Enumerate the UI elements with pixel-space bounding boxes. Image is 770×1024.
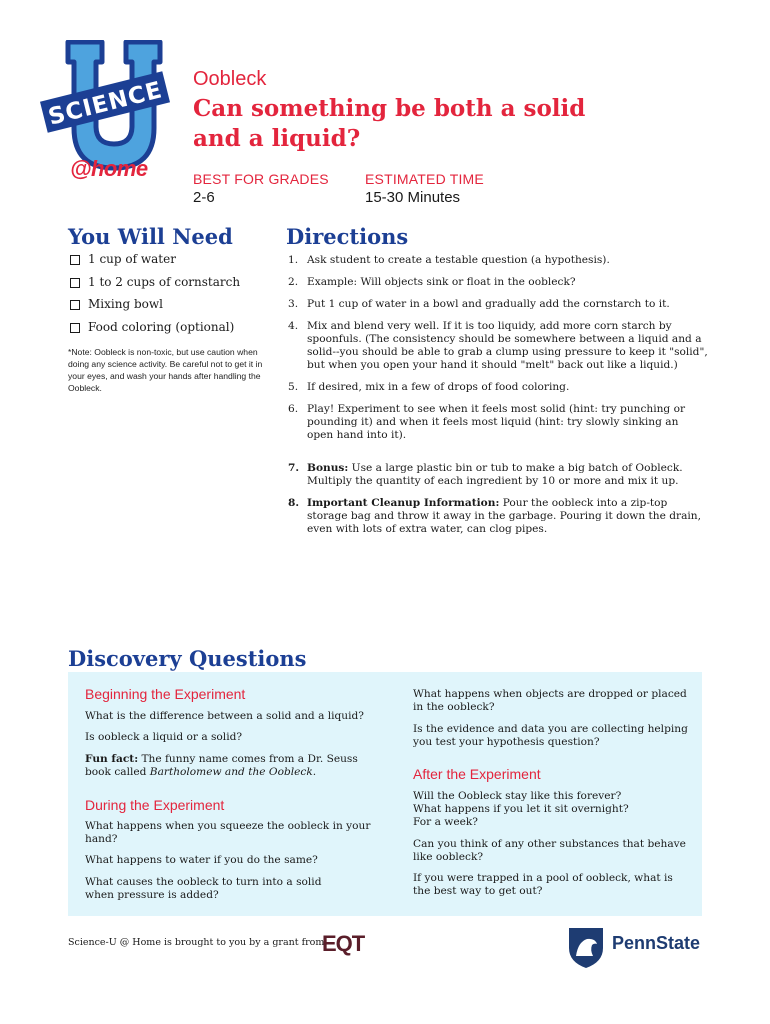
safety-note: *Note: Oobleck is non-toxic, but use caution when doing any science activity. Be careful not to get it in your eyes, and wash your hands after handling the Oobleck. <box>68 347 263 393</box>
question: Is the evidence and data you are collecting helping you test your hypothesis question? <box>413 723 688 748</box>
grades-label: BEST FOR GRADES <box>193 171 329 187</box>
question: Is oobleck a liquid or a solid? <box>85 731 243 743</box>
supply-list <box>70 252 270 342</box>
activity-name: Oobleck <box>193 68 267 90</box>
list-item: 8. Important Cleanup Information: Pour the oobleck into a zip-top storage bag and throw it away in the garbage. Pouring it down the drain, even with lots of extra water, can clog pipes. <box>288 497 701 535</box>
discovery-heading: Discovery Questions <box>68 646 307 671</box>
list-item: 7. Bonus: Use a large plastic bin or tub to make a big batch of Oobleck. Multiply the quantity of each ingredient by 10 or more and mix it up. <box>288 462 683 487</box>
question: If you were trapped in a pool of oobleck, what is the best way to get out? <box>413 872 673 897</box>
list-item: Mixing bowl <box>70 297 270 320</box>
grant-credit: Science-U @ Home is brought to you by a grant from <box>68 937 325 948</box>
after-heading: After the Experiment <box>413 766 541 782</box>
logo-home-text: @home <box>70 156 148 181</box>
list-item: 6. Play! Experiment to see when it feels most solid (hint: try punching or pounding it) and when it feels most liquid (hint: try slowly sinking an open hand into it). <box>288 403 686 441</box>
logo-text: SCIENCE <box>45 77 166 131</box>
during-heading: During the Experiment <box>85 797 225 813</box>
directions-list <box>288 254 708 536</box>
penn-state-wordmark: PennState <box>612 933 701 953</box>
beginning-heading: Beginning the Experiment <box>85 686 246 702</box>
list-item: 3. Put 1 cup of water in a bowl and gradually add the cornstarch to it. <box>288 298 670 310</box>
fun-fact: Fun fact: The funny name comes from a Dr. Seuss book called Bartholomew and the Oobleck. <box>85 753 358 778</box>
checkbox-icon <box>70 300 80 310</box>
checkbox-icon <box>70 255 80 265</box>
list-item: Food coloring (optional) <box>70 320 270 343</box>
need-heading: You Will Need <box>68 224 233 249</box>
list-item: 4. Mix and blend very well. If it is too liquidy, add more corn starch by spoonfuls. (The consistency should be somewhere between a liquid and a solid--you should be able to grab a clump using pressure to keep it "solid", but when you open your hand it should "melt" back out like a liquid.) <box>288 320 708 371</box>
list-item: 5. If desired, mix in a few of drops of food coloring. <box>288 381 570 393</box>
time-label: ESTIMATED TIME <box>365 171 484 187</box>
list-item: 1 to 2 cups of cornstarch <box>70 275 270 298</box>
page-title: Can something be both a solid and a liquid? <box>193 95 586 152</box>
list-item: 2. Example: Will objects sink or float in the oobleck? <box>288 276 576 288</box>
checkbox-icon <box>70 323 80 333</box>
grades-value: 2-6 <box>193 189 215 206</box>
question: What causes the oobleck to turn into a solid when pressure is added? <box>85 876 322 901</box>
question: What happens to water if you do the same? <box>85 854 318 866</box>
checkbox-icon <box>70 278 80 288</box>
question: Will the Oobleck stay like this forever? What happens if you let it sit overnight? For a week? <box>413 790 629 828</box>
time-value: 15-30 Minutes <box>365 189 461 206</box>
list-item: 1. Ask student to create a testable question (a hypothesis). <box>288 254 610 266</box>
question: What happens when you squeeze the oobleck in your hand? <box>85 820 371 845</box>
directions-heading: Directions <box>286 224 409 249</box>
eqt-logo: EQT <box>322 931 365 956</box>
question: What happens when objects are dropped or placed in the oobleck? <box>413 688 687 713</box>
list-item: 1 cup of water <box>70 252 270 275</box>
question: Can you think of any other substances that behave like oobleck? <box>413 838 686 863</box>
penn-state-shield-icon <box>567 926 605 970</box>
question: What is the difference between a solid and a liquid? <box>85 710 364 722</box>
